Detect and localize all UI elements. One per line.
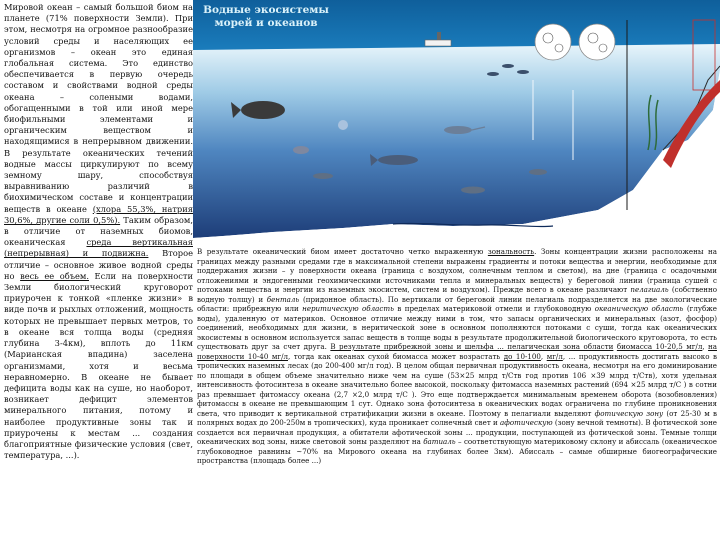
shark-icon [378, 155, 418, 165]
bottom-text-block [197, 247, 717, 540]
title-line-2: морей и океанов [214, 17, 318, 29]
jellyfish-icon [338, 120, 348, 130]
left-paragraph: Мировой океан – самый большой биом на планете (71% поверхности Земли). При этом, несмотря на огромное разнообразие условий среды и населяющих ее организмов – океан это единая глобальная система. Это единство обеспечивается в первую очередь составом и свойствами водной среды океана – солеными водами, обогащенными в той или иной мере биофильными элементами и органическим веществом и находящимися в непрерывном движении. В результате океанических течений водные массы циркулируют по всему земному шару, способствуя выравниванию различий в биохимическом составе и концентрации веществ в океане (хлора 55,3%, натрия 30,6%, другие соли 0,5%). Таким образом, в отличие от наземных биомов, океаническая среда вертикальная (непрерывная) и подвижна. Второе отличие – основное живое водной среды но весь ее объем. Если на поверхности Земли биологический круговорот приурочен к тонкой «пленке жизни» в виде почв и рыхлых отложений, мощность которых не превышает первых метров, то в океане вся толща воды (средняя глубина 3-4км), вплоть до 11км (Марианская впадина) заселена организмами, хотя и весьма неравномерно. В океане не бывает дефицита воды как на суше, но наоборот, возникает дефицит элементов минерального питания, потому и наиболее продуктивные зоны так и приурочены к местам ... создания благоприятные физические условия (свет, температура, ...). [4, 2, 193, 461]
fish-icon [461, 187, 485, 194]
fish-icon [502, 64, 514, 68]
page-title [196, 4, 336, 30]
swordfish-icon [444, 126, 472, 134]
ship-mast [437, 32, 441, 40]
bottom-paragraph: В результате океанический биом имеет достаточно четко выраженную зональность. Зоны концентрации жизни расположены на границах между разными средами где в максимальной степени выражены градиенты и потоки вещества и энергии, необходимые для поддержания жизни – у поверхности океана (граница с воздухом, солнечным теплом и светом), на дне (граница с осадочными отложениями и эндогенными геохимическими источниками тепла и минеральных веществ) у береговой линии (граница сушей с потоками вещества и энергии из наземных экосистем, систем и воздухом). Прежде всего в океане различают пелагиаль (собственно водную толщу) и бенталь (придонное область). По вертикали от береговой линии пелагиаль подразделяется на две экологические области: прибрежную или неритическую область в пределах материковой отмели и глубоководную океаническую область (глубже воды), удаленную от материков. Основное отличие между ними в том, что запасы органических и минеральных (азот, фосфор) соединений, необходимых для жизни, в неритической зоне в основном пополняются потоками с суши, тогда как океанических экосистемы в основном используется запас веществ в толще воды в результате продолжительной биологического круговорота, то есть существовать друг за счет друга. В результате прибрежной зоны и шельфа ... пелагическая зона области биомасса 10-20,5 мг/л, на поверхности 10-40 мг/л, тогда как океанах сухой биомасса может возрастать до 10-100, мг/л, ... продуктивность достигать высоко в тропических наземных лесах (до 200-400 мг/л год). В целом общая первичная продуктивность океана, несмотря на его доминирование по площади в общем объеме значительно ниже чем на суше (53×25 млрд т/Ств год против 106 ×39 млрд т/Ств), хотя удельная интенсивность фотосинтеза в океане значительно более высокой, поскольку фитомасса наземных растений (694 ×25 млрд т/С ) в сотни раз превышает фитомассу океана (2,7 ×2,0 млрд т/С ). Это еще подтверждается минимальным временем оборота (возобновления) фитомассы в океане не превышающим 1 сут. Однако зона фотосинтеза в океанических водах ограничена по глубине проникновения света, что приводит к вертикальной стратификации жизни в океане. Поэтому в пелагиали выделяют фотическую зону (от 25-30 м в полярных водах до 200-250м в тропических), куда проникает солнечный свет и афотическую (зону вечной темноты). В фотической зоне создается вся первичная продукция, а обитатели афотической зоны ... продукции, поступающей из фотической зоны. Темные толщи океанических вод зоны, ниже световой зоны разделяют на батиаль – соответствующую материковому склону и абиссаль (океаническое глубоководное равнины ~70% на Мирового океана на глубинах более 3км). Абиссаль – самые обширные биогеографические пространства (площадь более ...) [197, 247, 717, 465]
squid-icon [293, 146, 309, 154]
ocean-illustration [193, 0, 720, 246]
ship-icon [425, 40, 451, 46]
fish-icon [517, 70, 529, 74]
fish-icon [313, 173, 333, 179]
whale-icon [241, 101, 285, 119]
plankton-inset-icon [535, 24, 571, 60]
ocean-scene [193, 0, 720, 246]
fish-icon [487, 72, 499, 76]
left-text-column [4, 2, 193, 540]
title-line-1: Водные экосистемы [203, 4, 329, 16]
fish-icon [529, 169, 547, 175]
plankton-inset-icon [579, 24, 615, 60]
